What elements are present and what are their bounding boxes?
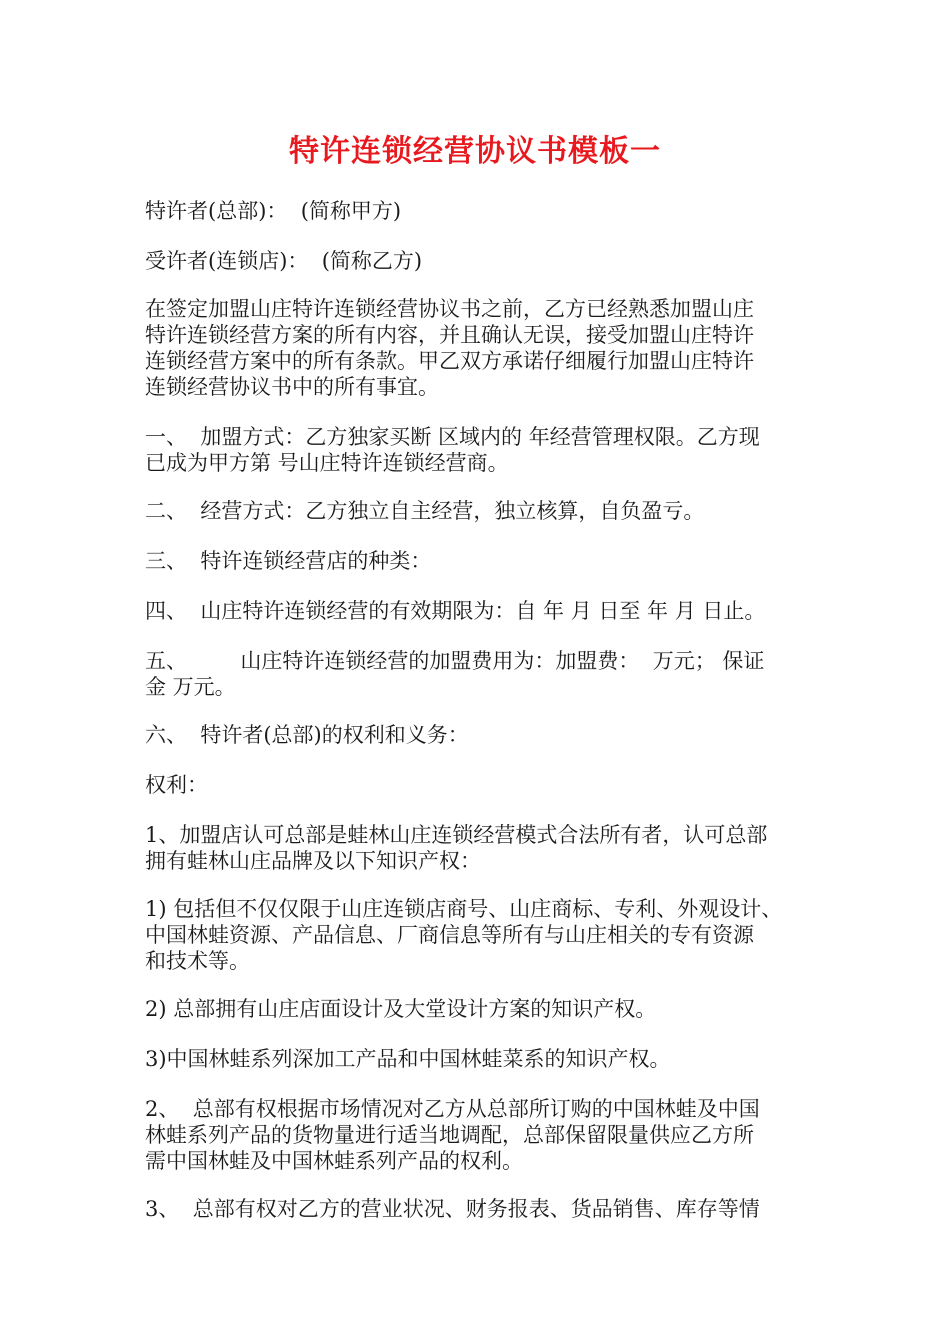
rights-item-1-sub-1: 1) 包括但不仅仅限于山庄连锁店商号、山庄商标、专利、外观设计、 中国林蛙资源、产品信息、厂商信息等所有与山庄相关的专有资源 和技术等。 — [145, 897, 783, 973]
rights-item-1-sub-2: 2) 总部拥有山庄店面设计及大堂设计方案的知识产权。 — [145, 997, 657, 1021]
clause-3-store-types: 三、 特许连锁经营店的种类： — [145, 549, 432, 573]
rights-item-1-sub-3: 3)中国林蛙系列深加工产品和中国林蛙菜系的知识产权。 — [145, 1047, 671, 1071]
clause-4-validity-period: 四、 山庄特许连锁经营的有效期限为：自 年 月 日至 年 月 日止。 — [145, 599, 766, 623]
rights-item-1: 1、加盟店认可总部是蛙林山庄连锁经营模式合法所有者，认可总部 拥有蛙林山庄品牌及以下知识产权： — [145, 823, 768, 873]
paragraph-preamble: 在签定加盟山庄特许连锁经营协议书之前，乙方已经熟悉加盟山庄 特许连锁经营方案的所有内容，并且确认无误，接受加盟山庄特许 连锁经营方案中的所有条款。甲乙双方承诺仔细履行加盟山庄特许 连锁经营协议书中的所有事宜。 — [145, 297, 754, 399]
paragraph-franchisee: 受许者(连锁店)： (简称乙方) — [145, 249, 423, 273]
clause-6-rights-obligations: 六、 特许者(总部)的权利和义务： — [145, 723, 469, 747]
clause-5-fees: 五、 山庄特许连锁经营的加盟费用为：加盟费： 万元； 保证 金 万元。 — [145, 649, 765, 699]
document-title: 特许连锁经营协议书模板一 — [289, 134, 661, 169]
rights-heading: 权利： — [145, 773, 208, 797]
paragraph-franchisor: 特许者(总部)： (简称甲方) — [145, 199, 402, 223]
rights-item-3: 3、 总部有权对乙方的营业状况、财务报表、货品销售、库存等情 — [145, 1197, 760, 1221]
clause-1-franchise-mode: 一、 加盟方式：乙方独家买断 区域内的 年经营管理权限。乙方现 已成为甲方第 号山庄特许连锁经营商。 — [145, 425, 760, 475]
rights-item-2: 2、 总部有权根据市场情况对乙方从总部所订购的中国林蛙及中国 林蛙系列产品的货物量进行适当地调配，总部保留限量供应乙方所 需中国林蛙及中国林蛙系列产品的权利。 — [145, 1097, 760, 1173]
clause-2-operation-mode: 二、 经营方式：乙方独立自主经营，独立核算，自负盈亏。 — [145, 499, 705, 523]
